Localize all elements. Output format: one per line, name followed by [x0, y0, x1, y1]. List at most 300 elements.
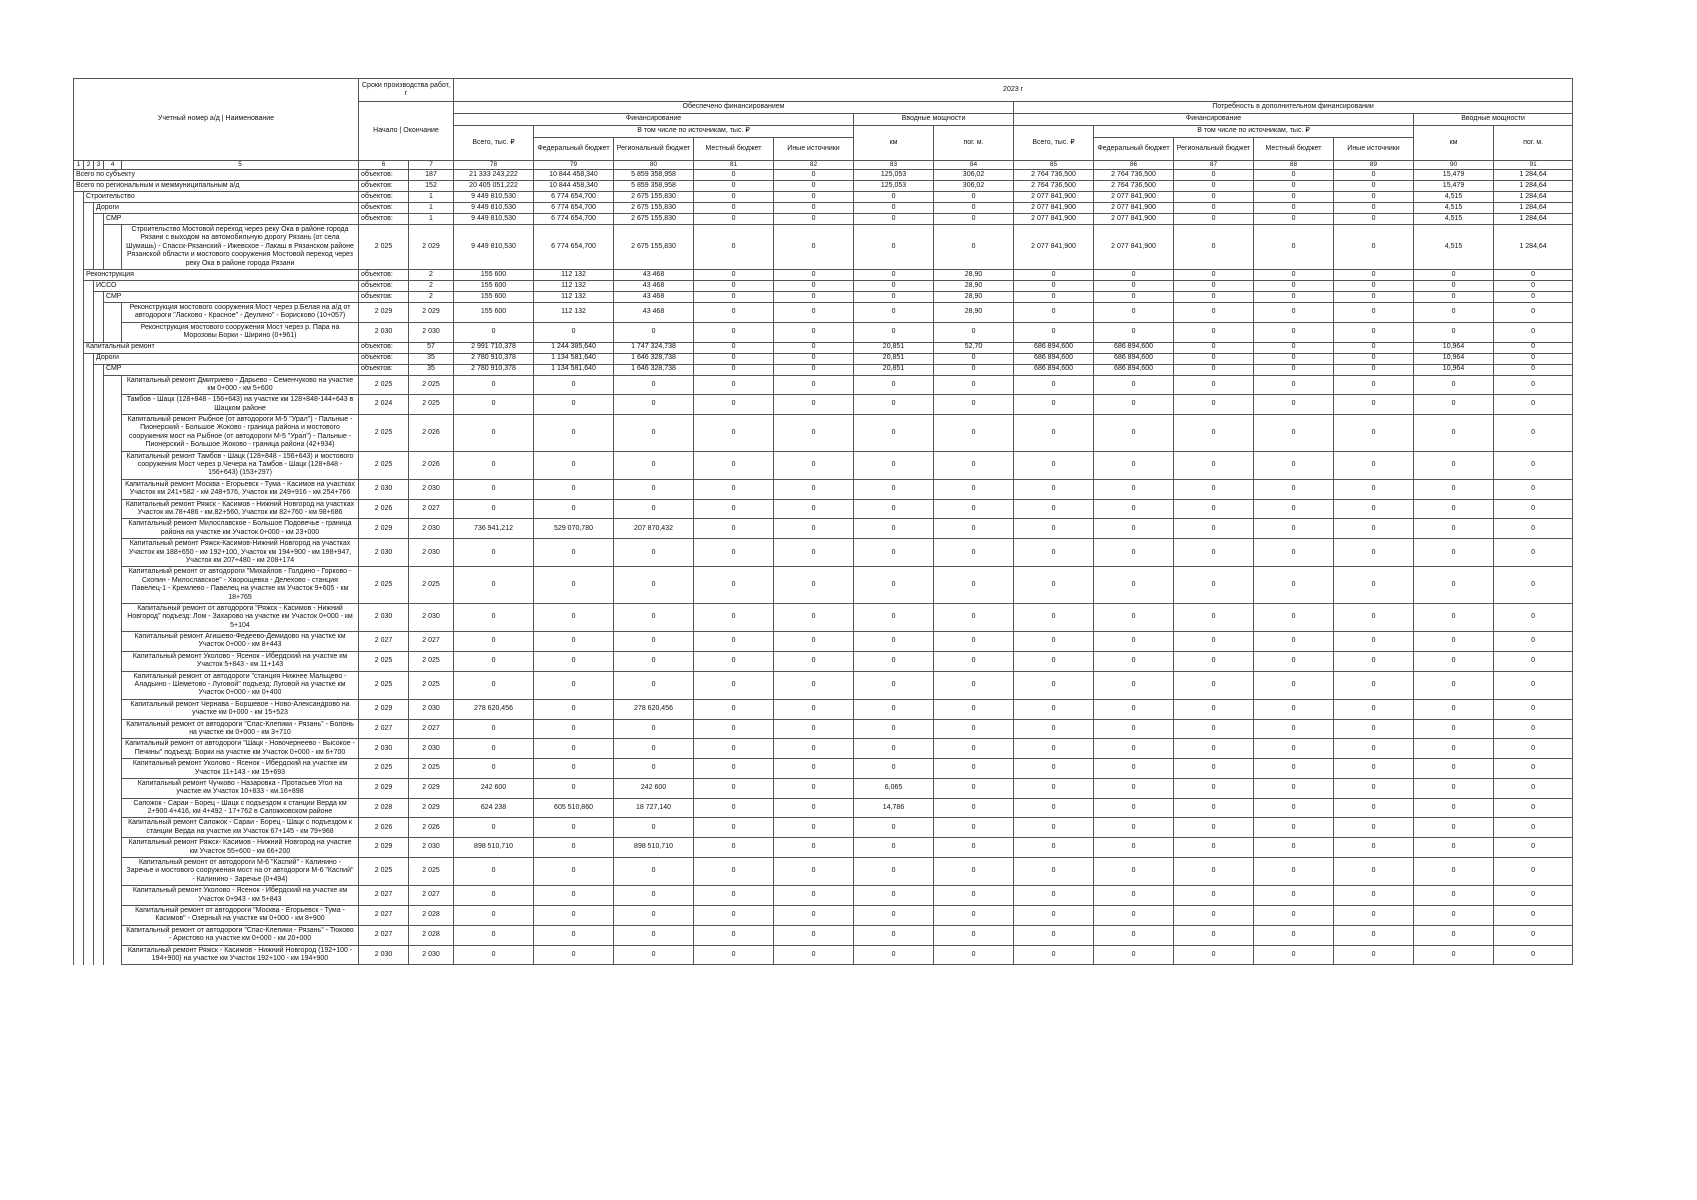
end-year: 2 030 [409, 603, 454, 631]
indent-cell [74, 415, 84, 452]
value-cell: 0 [774, 214, 854, 225]
value-cell: 0 [774, 906, 854, 926]
indent-cell [104, 925, 122, 945]
value-cell: 0 [694, 479, 774, 499]
column-number: 91 [1494, 161, 1573, 170]
value-cell: 0 [1254, 499, 1334, 519]
indent-cell [94, 906, 104, 926]
value-cell: 125,053 [854, 181, 934, 192]
value-cell: 0 [614, 858, 694, 886]
value-cell: 0 [694, 451, 774, 479]
value-cell: 0 [1334, 192, 1414, 203]
value-cell: 0 [774, 603, 854, 631]
end-year: 2 025 [409, 375, 454, 395]
value-cell: 0 [774, 192, 854, 203]
value-cell: 0 [1174, 395, 1254, 415]
indent-cell [74, 519, 84, 539]
indent-cell [94, 225, 104, 270]
row-count: 1 [409, 203, 454, 214]
value-cell: 0 [1254, 451, 1334, 479]
object-name: Капитальный ремонт Милославское - Большое Подовечье - граница района на участке км Участок 0+000 - км 23+000 [122, 519, 359, 539]
value-cell: 2 077 841,900 [1094, 203, 1174, 214]
value-cell: 0 [774, 651, 854, 671]
row-count: 152 [409, 181, 454, 192]
indent-cell [84, 353, 94, 364]
value-cell: 0 [1174, 858, 1254, 886]
value-cell: 0 [774, 671, 854, 699]
header-pog-m: пог. м. [934, 126, 1014, 161]
value-cell: 2 780 910,378 [454, 364, 534, 375]
end-year: 2 030 [409, 699, 454, 719]
value-cell: 0 [1414, 838, 1494, 858]
indent-cell [84, 858, 94, 886]
indent-cell [94, 778, 104, 798]
value-cell: 2 764 736,500 [1014, 170, 1094, 181]
start-year: 2 025 [359, 415, 409, 452]
value-cell: 0 [934, 353, 1014, 364]
value-cell: 2 764 736,500 [1094, 170, 1174, 181]
indent-cell [104, 945, 122, 965]
value-cell: 0 [1174, 192, 1254, 203]
value-cell: 0 [1014, 798, 1094, 818]
summary-row [74, 364, 1573, 375]
header-km: км [854, 126, 934, 161]
value-cell: 0 [1254, 858, 1334, 886]
indent-cell [84, 632, 94, 652]
object-row [74, 858, 1573, 886]
object-row [74, 651, 1573, 671]
value-cell: 0 [774, 759, 854, 779]
object-name: Капитальный ремонт Тамбов - Шацк (128+848 - 156+643) и мостового сооружения Мост через р.Чечера на Тамбов - Шацк (128+848 - 156+643) (153+297) [122, 451, 359, 479]
object-row [74, 671, 1573, 699]
value-cell: 0 [854, 519, 934, 539]
value-cell: 0 [1334, 925, 1414, 945]
value-cell: 0 [1094, 322, 1174, 342]
value-cell: 0 [1094, 886, 1174, 906]
value-cell: 0 [1094, 269, 1174, 280]
indent-cell [104, 778, 122, 798]
value-cell: 0 [854, 838, 934, 858]
value-cell: 155 600 [454, 280, 534, 291]
value-cell: 0 [1174, 479, 1254, 499]
row-count: 1 [409, 192, 454, 203]
value-cell: 0 [1094, 945, 1174, 965]
column-number: 84 [934, 161, 1014, 170]
value-cell: 0 [1254, 181, 1334, 192]
indent-cell [104, 651, 122, 671]
object-row [74, 395, 1573, 415]
value-cell: 0 [1334, 798, 1414, 818]
value-cell: 0 [1094, 302, 1174, 322]
value-cell: 0 [534, 632, 614, 652]
start-year: 2 030 [359, 322, 409, 342]
value-cell: 0 [774, 798, 854, 818]
value-cell: 0 [1094, 798, 1174, 818]
indent-cell [104, 838, 122, 858]
value-cell: 112 132 [534, 291, 614, 302]
value-cell: 0 [1254, 567, 1334, 604]
start-year: 2 025 [359, 651, 409, 671]
value-cell: 0 [934, 858, 1014, 886]
value-cell: 0 [774, 415, 854, 452]
value-cell: 6 774 654,700 [534, 192, 614, 203]
column-number: 3 [94, 161, 104, 170]
value-cell: 0 [1014, 519, 1094, 539]
value-cell: 0 [1414, 818, 1494, 838]
value-cell: 0 [774, 886, 854, 906]
indent-cell [84, 395, 94, 415]
row-label: Дороги [94, 353, 359, 364]
value-cell: 0 [1414, 858, 1494, 886]
value-cell: 0 [614, 818, 694, 838]
start-year: 2 030 [359, 479, 409, 499]
value-cell: 0 [614, 375, 694, 395]
indent-cell [104, 798, 122, 818]
indent-cell [84, 375, 94, 395]
indent-cell [84, 451, 94, 479]
start-year: 2 026 [359, 818, 409, 838]
value-cell: 0 [934, 651, 1014, 671]
value-cell: 0 [934, 451, 1014, 479]
indent-cell [74, 699, 84, 719]
value-cell: 0 [854, 818, 934, 838]
value-cell: 0 [1254, 632, 1334, 652]
column-number: 80 [614, 161, 694, 170]
indent-cell [94, 858, 104, 886]
value-cell: 0 [1014, 699, 1094, 719]
value-cell: 28,90 [934, 302, 1014, 322]
value-cell: 0 [774, 302, 854, 322]
value-cell: 0 [694, 353, 774, 364]
indent-cell [74, 798, 84, 818]
header-terms: Сроки производства работ, г [359, 79, 454, 102]
value-cell: 125,053 [854, 170, 934, 181]
value-cell: 0 [694, 798, 774, 818]
value-cell: 2 675 155,830 [614, 192, 694, 203]
value-cell: 0 [854, 291, 934, 302]
value-cell: 0 [534, 925, 614, 945]
value-cell: 0 [854, 632, 934, 652]
indent-cell [104, 739, 122, 759]
value-cell: 0 [1254, 838, 1334, 858]
object-name: Реконструкция мостового сооружения Мост через р.Белая на а/д от автодороги "Ласково - Красное" - Деулино" - Борисково (10+057) [122, 302, 359, 322]
value-cell: 0 [1494, 759, 1573, 779]
value-cell: 0 [774, 269, 854, 280]
value-cell: 0 [694, 838, 774, 858]
indent-cell [104, 322, 122, 342]
value-cell: 0 [614, 739, 694, 759]
value-cell: 0 [1094, 818, 1174, 838]
value-cell: 0 [1254, 342, 1334, 353]
value-cell: 0 [1174, 739, 1254, 759]
value-cell: 0 [454, 479, 534, 499]
value-cell: 0 [534, 603, 614, 631]
value-cell: 0 [694, 342, 774, 353]
indent-cell [74, 280, 84, 291]
value-cell: 6,065 [854, 778, 934, 798]
value-cell: 0 [1334, 539, 1414, 567]
indent-cell [74, 838, 84, 858]
indent-cell [74, 302, 84, 322]
value-cell: 0 [694, 925, 774, 945]
value-cell: 0 [534, 945, 614, 965]
value-cell: 0 [854, 451, 934, 479]
value-cell: 0 [1414, 886, 1494, 906]
row-label: Капитальный ремонт [84, 342, 359, 353]
value-cell: 0 [1014, 539, 1094, 567]
value-cell: 0 [1254, 651, 1334, 671]
value-cell: 0 [694, 671, 774, 699]
value-cell: 686 894,600 [1014, 342, 1094, 353]
header-other: Иные источники [774, 138, 854, 161]
start-year: 2 025 [359, 451, 409, 479]
value-cell: 0 [1094, 925, 1174, 945]
value-cell: 207 870,432 [614, 519, 694, 539]
row-unit: объектов: [359, 342, 409, 353]
value-cell: 0 [934, 395, 1014, 415]
summary-row [74, 280, 1573, 291]
indent-cell [74, 778, 84, 798]
object-name: Капитальный ремонт от автодороги "Шацк - Новочернеево - Высокое - Печины" подъезд: Борки на участке км Участок 0+000 - км 6+700 [122, 739, 359, 759]
value-cell: 0 [1494, 603, 1573, 631]
value-cell: 43 468 [614, 302, 694, 322]
value-cell: 0 [1414, 651, 1494, 671]
value-cell: 0 [1174, 203, 1254, 214]
object-row [74, 479, 1573, 499]
column-number: 85 [1014, 161, 1094, 170]
value-cell: 0 [534, 451, 614, 479]
value-cell: 0 [1494, 651, 1573, 671]
value-cell: 0 [1334, 342, 1414, 353]
value-cell: 0 [1254, 203, 1334, 214]
value-cell: 0 [1334, 375, 1414, 395]
end-year: 2 029 [409, 778, 454, 798]
indent-cell [94, 651, 104, 671]
value-cell: 0 [774, 225, 854, 270]
value-cell: 0 [1174, 798, 1254, 818]
value-cell: 0 [1414, 671, 1494, 699]
value-cell: 0 [854, 415, 934, 452]
value-cell: 0 [1014, 291, 1094, 302]
value-cell: 0 [774, 451, 854, 479]
value-cell: 0 [614, 415, 694, 452]
value-cell: 0 [1094, 415, 1174, 452]
object-row [74, 302, 1573, 322]
value-cell: 0 [1334, 499, 1414, 519]
value-cell: 0 [774, 632, 854, 652]
value-cell: 18 727,140 [614, 798, 694, 818]
value-cell: 0 [774, 280, 854, 291]
value-cell: 0 [534, 415, 614, 452]
value-cell: 20 405 051,222 [454, 181, 534, 192]
value-cell: 0 [1494, 632, 1573, 652]
summary-row [74, 203, 1573, 214]
value-cell: 0 [934, 539, 1014, 567]
indent-cell [104, 699, 122, 719]
value-cell: 0 [1414, 375, 1494, 395]
indent-cell [74, 906, 84, 926]
value-cell: 0 [854, 322, 934, 342]
value-cell: 0 [1254, 739, 1334, 759]
indent-cell [94, 539, 104, 567]
value-cell: 0 [614, 719, 694, 739]
value-cell: 0 [1414, 925, 1494, 945]
indent-cell [84, 539, 94, 567]
indent-cell [84, 322, 94, 342]
value-cell: 0 [774, 539, 854, 567]
value-cell: 0 [534, 906, 614, 926]
value-cell: 0 [1254, 192, 1334, 203]
value-cell: 0 [774, 181, 854, 192]
object-name: Капитальный ремонт Уколово - Ясенок - Ибердский на участке км Участок 0+943 - км 5+843 [122, 886, 359, 906]
value-cell: 686 894,600 [1094, 342, 1174, 353]
value-cell: 0 [534, 838, 614, 858]
value-cell: 0 [1254, 364, 1334, 375]
value-cell: 0 [534, 375, 614, 395]
value-cell: 0 [934, 225, 1014, 270]
indent-cell [84, 818, 94, 838]
value-cell: 0 [774, 203, 854, 214]
value-cell: 0 [454, 739, 534, 759]
start-year: 2 030 [359, 739, 409, 759]
row-count: 35 [409, 364, 454, 375]
value-cell: 0 [774, 395, 854, 415]
value-cell: 0 [454, 632, 534, 652]
value-cell: 0 [1414, 269, 1494, 280]
value-cell: 43 468 [614, 269, 694, 280]
indent-cell [94, 603, 104, 631]
value-cell: 0 [1014, 671, 1094, 699]
value-cell: 0 [854, 945, 934, 965]
indent-cell [94, 479, 104, 499]
column-number: 90 [1414, 161, 1494, 170]
object-name: Капитальный ремонт Уколово - Ясенок - Ибердский на участке км Участок 11+143 - км 15+693 [122, 759, 359, 779]
header-regional: Региональный бюджет [614, 138, 694, 161]
value-cell: 686 894,600 [1094, 353, 1174, 364]
object-name: Строительство Мостовой переход через реку Ока в районе города Рязани с выходом на автомобильную дорогу Рязань (от села Шумашь) - Спасск-Рязанский - Ижевское - Лакаш в Рязанском районе Рязанской области и мостового сооружения Мостовой переход через реку Ока в районе города Рязани [122, 225, 359, 270]
value-cell: 0 [774, 818, 854, 838]
value-cell: 0 [1334, 203, 1414, 214]
value-cell: 10,964 [1414, 353, 1494, 364]
value-cell: 0 [1494, 567, 1573, 604]
value-cell: 0 [774, 567, 854, 604]
value-cell: 0 [1014, 838, 1094, 858]
value-cell: 0 [534, 651, 614, 671]
value-cell: 0 [614, 499, 694, 519]
indent-cell [84, 798, 94, 818]
value-cell: 0 [1334, 838, 1414, 858]
value-cell: 0 [454, 759, 534, 779]
value-cell: 0 [534, 322, 614, 342]
value-cell: 0 [694, 699, 774, 719]
value-cell: 0 [1174, 778, 1254, 798]
row-count: 2 [409, 291, 454, 302]
value-cell: 0 [1094, 499, 1174, 519]
indent-cell [74, 269, 84, 280]
value-cell: 0 [1494, 291, 1573, 302]
value-cell: 0 [774, 739, 854, 759]
value-cell: 0 [1334, 181, 1414, 192]
start-year: 2 025 [359, 225, 409, 270]
header-need: Потребность в дополнительном финансировании [1014, 102, 1573, 114]
value-cell: 0 [854, 280, 934, 291]
value-cell: 2 077 841,900 [1014, 203, 1094, 214]
value-cell: 0 [1334, 759, 1414, 779]
value-cell: 10 844 458,340 [534, 170, 614, 181]
column-number: 82 [774, 161, 854, 170]
value-cell: 2 675 155,830 [614, 214, 694, 225]
object-name: Капитальный ремонт Агишево-Федеево-Демидово на участке км Участок 0+000 - км 8+443 [122, 632, 359, 652]
value-cell: 0 [1494, 302, 1573, 322]
value-cell: 0 [854, 479, 934, 499]
object-name: Тамбов - Шацк (128+848 - 156+643) на участке км 128+848-144+643 в Шацком районе [122, 395, 359, 415]
value-cell: 0 [1334, 886, 1414, 906]
value-cell: 0 [1094, 567, 1174, 604]
object-row [74, 739, 1573, 759]
value-cell: 0 [1014, 322, 1094, 342]
value-cell: 0 [614, 906, 694, 926]
value-cell: 0 [1414, 719, 1494, 739]
value-cell: 6 774 654,700 [534, 225, 614, 270]
object-name: Капитальный ремонт Дмитриево - Дарьево - Семенчуково на участке км 0+000 - км 5+600 [122, 375, 359, 395]
value-cell: 0 [1094, 375, 1174, 395]
value-cell: 1 646 328,738 [614, 364, 694, 375]
end-year: 2 027 [409, 886, 454, 906]
value-cell: 0 [694, 603, 774, 631]
indent-cell [74, 342, 84, 353]
object-name: Капитальный ремонт от автодороги "Спас-Клепики - Рязань" - Болонь на участке км 0+000 - км 3+710 [122, 719, 359, 739]
value-cell: 0 [1014, 858, 1094, 886]
start-year: 2 024 [359, 395, 409, 415]
value-cell: 0 [1094, 291, 1174, 302]
value-cell: 0 [1334, 364, 1414, 375]
value-cell: 4,515 [1414, 214, 1494, 225]
value-cell: 0 [694, 269, 774, 280]
indent-cell [84, 499, 94, 519]
value-cell: 0 [854, 699, 934, 719]
object-row [74, 798, 1573, 818]
indent-cell [94, 415, 104, 452]
end-year: 2 028 [409, 925, 454, 945]
start-year: 2 029 [359, 778, 409, 798]
header-capacity: Вводные мощности [854, 114, 1014, 126]
object-row [74, 719, 1573, 739]
object-row [74, 699, 1573, 719]
value-cell: 0 [1174, 302, 1254, 322]
value-cell: 0 [1094, 395, 1174, 415]
object-name: Капитальный ремонт Чучково - Назаровка - Протасьев Угол на участке км Участок 10+833 - км.16+898 [122, 778, 359, 798]
column-number: 89 [1334, 161, 1414, 170]
value-cell: 0 [1494, 280, 1573, 291]
value-cell: 0 [854, 192, 934, 203]
value-cell: 0 [854, 759, 934, 779]
value-cell: 0 [1334, 353, 1414, 364]
row-count: 57 [409, 342, 454, 353]
value-cell: 0 [1414, 699, 1494, 719]
value-cell: 0 [1094, 479, 1174, 499]
value-cell: 0 [1014, 269, 1094, 280]
indent-cell [84, 519, 94, 539]
row-unit: объектов: [359, 280, 409, 291]
value-cell: 0 [694, 415, 774, 452]
value-cell: 0 [454, 375, 534, 395]
value-cell: 0 [1334, 415, 1414, 452]
value-cell: 0 [774, 719, 854, 739]
value-cell: 0 [934, 499, 1014, 519]
value-cell: 0 [1174, 906, 1254, 926]
value-cell: 0 [454, 499, 534, 519]
value-cell: 0 [774, 353, 854, 364]
